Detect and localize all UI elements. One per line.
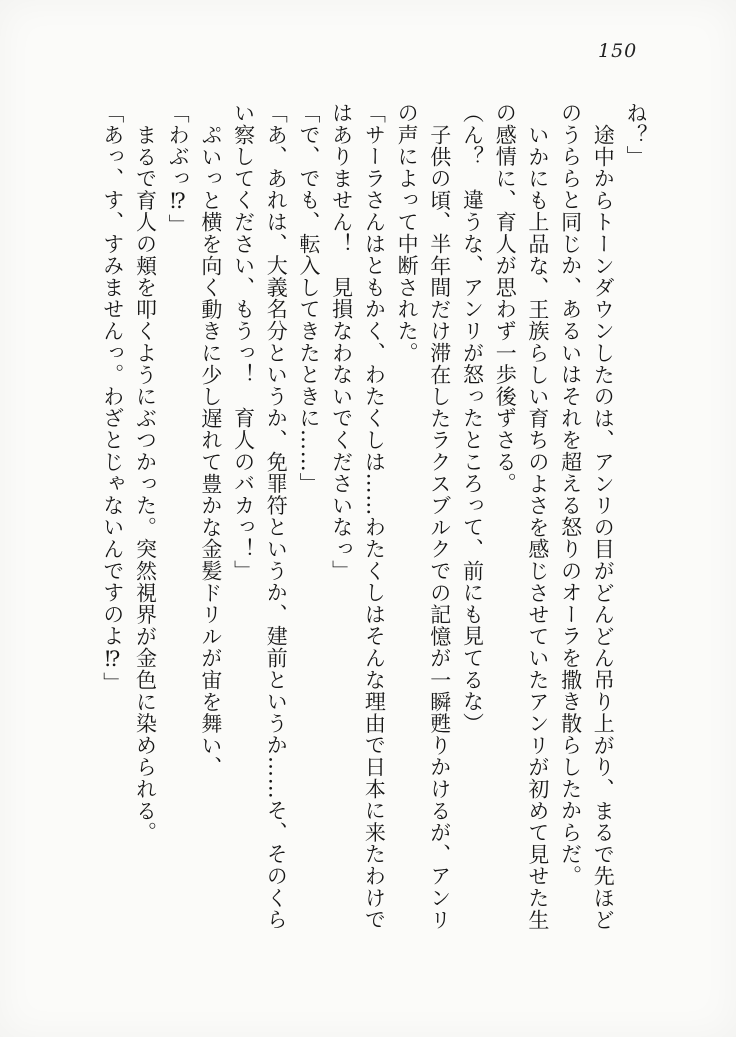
page-text (96, 102, 652, 943)
paragraph: （ん？ 違うな、アンリが怒ったところって、前にも見てるな） (460, 102, 485, 735)
paragraph: 「あっ、す、すみませんっ。わざとじゃないんですのよ⁉」 (100, 102, 125, 694)
paragraph: 子供の頃、半年間だけ滞在したラクスブルクでの記憶が一瞬甦りかけるが、アンリの声によって中断された。 (395, 102, 452, 931)
paragraph: 「あ、あれは、大義名分というか、免罪符というか、建前というか……そ、そのくらい察してください、もうっ！ 育人のバカっ！」 (231, 102, 289, 931)
paragraph: まるで育人の頬を叩くようにぶつかった。突然視界が金色に染められる。 (133, 123, 158, 844)
paragraph: 途中からトーンダウンしたのは、アンリの目がどんどん吊り上がり、まるで先ほどのうららと同じか、あるいはそれを超える怒りのオーラを撒き散らしたからだ。 (558, 102, 616, 931)
paragraph: ぷいっと横を向く動きに少し遅れて豊かな金髪ドリルが宙を舞い、 (198, 123, 223, 778)
paragraph: ね？」 (624, 102, 648, 168)
paragraph: 「で、でも、転入してきたときに……」 (296, 102, 321, 495)
page-number: 150 (598, 40, 638, 62)
paragraph: いかにも上品な、王族らしい育ちのよさを感じさせていたアンリが初めて見せた生の感情に、育人が思わず一歩後ずさる。 (493, 102, 550, 931)
paragraph: 「わぶっ⁉」 (166, 102, 191, 236)
paragraph: 「サーラさんはともかく、わたくしは……わたくしはそんな理由で日本に来たわけではありません！ 見損なわないでくださいなっ」 (329, 102, 387, 931)
